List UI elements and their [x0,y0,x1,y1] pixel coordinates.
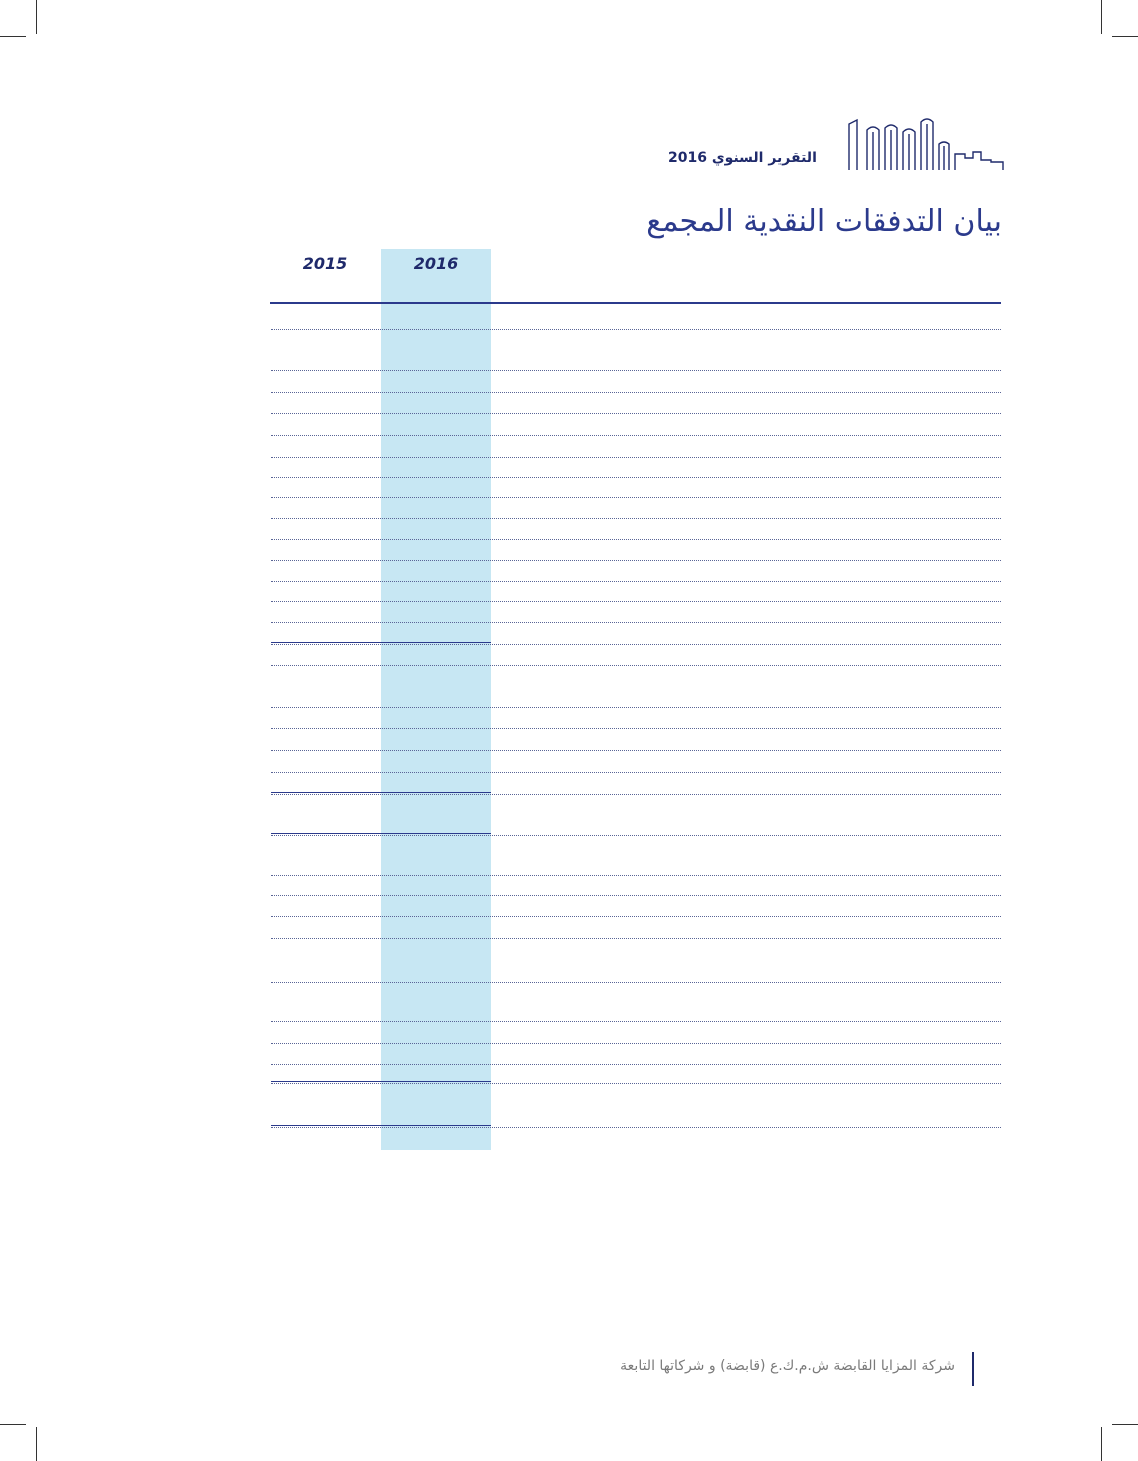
table-row [271,665,1001,666]
table-row [271,895,1001,896]
crop-mark [1101,1427,1102,1461]
crop-mark [0,36,26,37]
table-row [271,457,1001,458]
annual-report-label: التقرير السنوي 2016 [668,150,817,166]
table-row [271,560,1001,561]
table-row [271,477,1001,478]
table-row [271,581,1001,582]
current-year-highlight-column [381,249,491,1150]
subtotal-rule [271,1081,491,1082]
table-row [271,539,1001,540]
crop-mark [36,1427,37,1461]
crop-mark [36,0,37,34]
table-header-rule [270,302,1001,304]
table-row [271,982,1001,983]
footer-divider [972,1352,974,1386]
table-row [271,916,1001,917]
crop-mark [0,1424,26,1425]
skyline-logo-icon [845,114,1007,174]
subtotal-rule [271,833,491,834]
table-row [271,707,1001,708]
table-row [271,1083,1001,1084]
table-row [271,938,1001,939]
statement-title: بيان التدفقات النقدية المجمع [646,204,1002,239]
table-row [271,750,1001,751]
subtotal-rule [271,642,491,643]
table-row [271,835,1001,836]
crop-mark [1101,0,1102,34]
table-row [271,728,1001,729]
table-row [271,392,1001,393]
column-header-prior-year: 2015 [302,254,348,273]
table-row [271,622,1001,623]
subtotal-rule [271,792,491,793]
table-row [271,497,1001,498]
table-row [271,1127,1001,1128]
table-row [271,875,1001,876]
table-row [271,601,1001,602]
table-row [271,413,1001,414]
table-row [271,1064,1001,1065]
footer-company-name: شركة المزايا القابضة ش.م.ك.ع (قابضة) و شركاتها التابعة [620,1358,955,1374]
table-row [271,370,1001,371]
column-header-current-year: 2016 [413,254,459,273]
table-row [271,329,1001,330]
table-row [271,1021,1001,1022]
table-row [271,518,1001,519]
table-row [271,1043,1001,1044]
crop-mark [1112,36,1138,37]
subtotal-rule [271,1125,491,1126]
crop-mark [1112,1424,1138,1425]
table-row [271,435,1001,436]
table-row [271,644,1001,645]
table-row [271,772,1001,773]
table-row [271,794,1001,795]
